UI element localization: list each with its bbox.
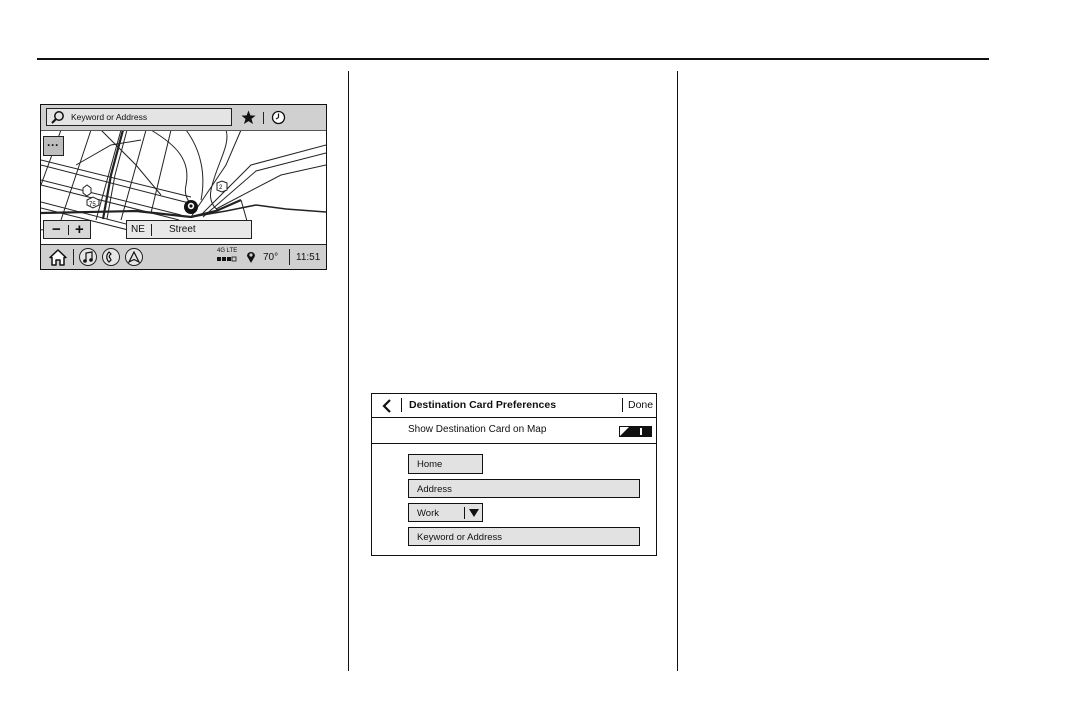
top-bar-divider (263, 112, 264, 124)
work-dropdown[interactable] (408, 503, 483, 522)
music-icon[interactable] (79, 248, 97, 266)
chevron-down-icon (469, 509, 479, 517)
bottom-bar-divider (73, 249, 74, 265)
done-button[interactable]: Done (628, 399, 654, 411)
zoom-out-button[interactable]: − (52, 221, 61, 238)
toggle-knob (640, 428, 642, 435)
phone-icon[interactable] (102, 248, 120, 266)
keyword-value: Keyword or Address (417, 532, 503, 543)
column-divider-left (348, 71, 349, 671)
header-divider (622, 398, 623, 412)
signal-label: 4G LTE (217, 248, 238, 254)
map-menu-button[interactable] (43, 136, 64, 156)
home-label: Home (417, 459, 443, 470)
dropdown-divider (464, 507, 465, 519)
pref-header (372, 394, 656, 418)
page-title: Destination Card Preferences (409, 399, 557, 411)
heading-direction: NE (131, 224, 145, 235)
zoom-divider (68, 225, 69, 235)
menu-dots-icon: ··· (47, 138, 59, 152)
show-card-row (372, 418, 656, 444)
star-icon[interactable] (241, 110, 256, 125)
toggle-off-indicator (620, 427, 629, 436)
clock-icon[interactable] (271, 110, 286, 125)
temperature: 70° (263, 252, 279, 263)
page-top-rule (37, 58, 989, 60)
nav-bottom-bar (41, 244, 326, 270)
vehicle-position-icon (184, 200, 198, 214)
search-placeholder: Keyword or Address (71, 112, 148, 122)
destination-card-preferences-screen (371, 393, 657, 556)
work-label: Work (417, 508, 439, 519)
address-field[interactable] (408, 479, 640, 498)
address-value: Address (417, 484, 452, 495)
home-icon[interactable] (49, 249, 67, 266)
zoom-in-button[interactable]: + (75, 221, 84, 238)
route-marker-label: 75 (89, 202, 96, 208)
show-card-toggle[interactable] (619, 426, 652, 437)
search-icon (51, 110, 65, 124)
signal-strength-icon (217, 256, 239, 262)
bottom-bar-divider (289, 249, 290, 265)
column-divider-right (677, 71, 678, 671)
show-card-label: Show Destination Card on Map (408, 424, 547, 435)
search-input[interactable] (46, 108, 232, 126)
zoom-control (43, 220, 91, 239)
clock-time: 11:51 (296, 252, 321, 263)
street-divider (151, 224, 152, 236)
current-street-panel (126, 220, 252, 239)
street-name: Street (169, 224, 196, 235)
location-pin-icon (246, 250, 256, 264)
home-button[interactable] (408, 454, 483, 474)
route-marker-label: 2 (219, 185, 223, 191)
back-arrow-icon[interactable] (381, 399, 393, 413)
header-divider (401, 398, 402, 412)
navigation-icon[interactable] (125, 248, 143, 266)
navigation-screen (40, 104, 327, 270)
keyword-address-field[interactable] (408, 527, 640, 546)
